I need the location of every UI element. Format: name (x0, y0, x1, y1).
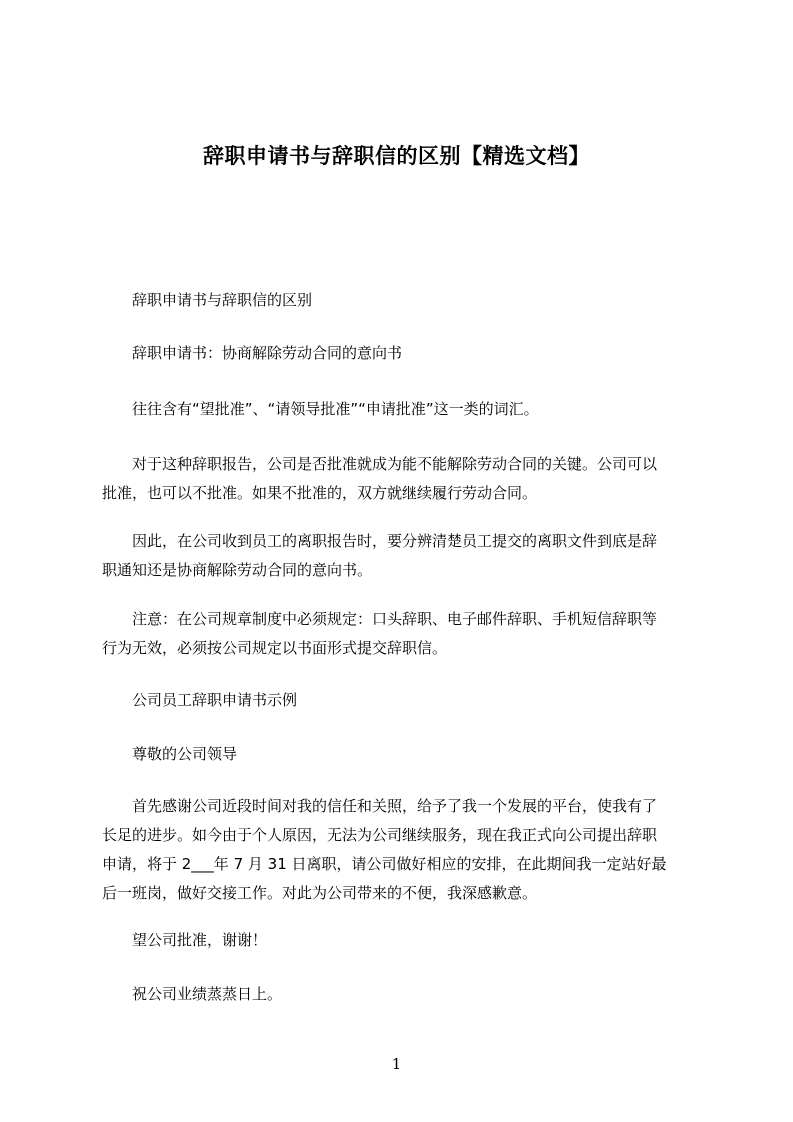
paragraph-distinguish (102, 527, 702, 585)
paragraph-definition (102, 339, 702, 368)
text-line: 职通知还是协商解除劳动合同的意向书。 (102, 561, 373, 579)
text-line: 公司员工辞职申请书示例 (102, 691, 298, 709)
paragraph-request (102, 926, 702, 955)
text-line: 后一班岗，做好交接工作。对此为公司带来的不便，我深感歉意。 (102, 884, 538, 902)
paragraph-example-heading (102, 686, 702, 715)
paragraph-heading (102, 286, 702, 315)
page-number: 1 (391, 1055, 402, 1073)
text-line: 因此，在公司收到员工的离职报告时，要分辨清楚员工提交的离职文件到底是辞 (102, 532, 658, 550)
paragraph-closing (102, 980, 702, 1009)
paragraph-salutation (102, 740, 702, 769)
text-line: 望公司批准，谢谢！ (102, 931, 268, 949)
text-line: 行为无效，必须按公司规定以书面形式提交辞职信。 (102, 639, 448, 657)
paragraph-approval (102, 450, 702, 508)
text-line: 辞职申请书与辞职信的区别 (102, 291, 313, 309)
text-line: 申请，将于 2___年 7 月 31 日离职，请公司做好相应的安排，在此期间我一定站好最 (102, 855, 667, 873)
text-line: 注意：在公司规章制度中必须规定：口头辞职、电子邮件辞职、手机短信辞职等 (102, 610, 658, 628)
text-line: 往往含有“望批准”、“请领导批准”“申请批准”这一类的词汇。 (102, 400, 539, 418)
paragraph-wording (102, 395, 702, 424)
paragraph-letter-body (102, 792, 702, 908)
document-title: 辞职申请书与辞职信的区别【精选文档】 (203, 144, 590, 168)
text-line: 对于这种辞职报告，公司是否批准就成为能不能解除劳动合同的关键。公司可以 (102, 455, 658, 473)
text-line: 批准，也可以不批准。如果不批准的，双方就继续履行劳动合同。 (102, 484, 538, 502)
text-line: 祝公司业绩蒸蒸日上。 (102, 985, 283, 1003)
text-line: 首先感谢公司近段时间对我的信任和关照，给予了我一个发展的平台，使我有了 (102, 797, 658, 815)
text-line: 尊敬的公司领导 (102, 745, 238, 763)
paragraph-note (102, 605, 702, 663)
text-line: 长足的进步。如今由于个人原因，无法为公司继续服务，现在我正式向公司提出辞职 (102, 826, 658, 844)
text-line: 辞职申请书：协商解除劳动合同的意向书 (102, 344, 403, 362)
